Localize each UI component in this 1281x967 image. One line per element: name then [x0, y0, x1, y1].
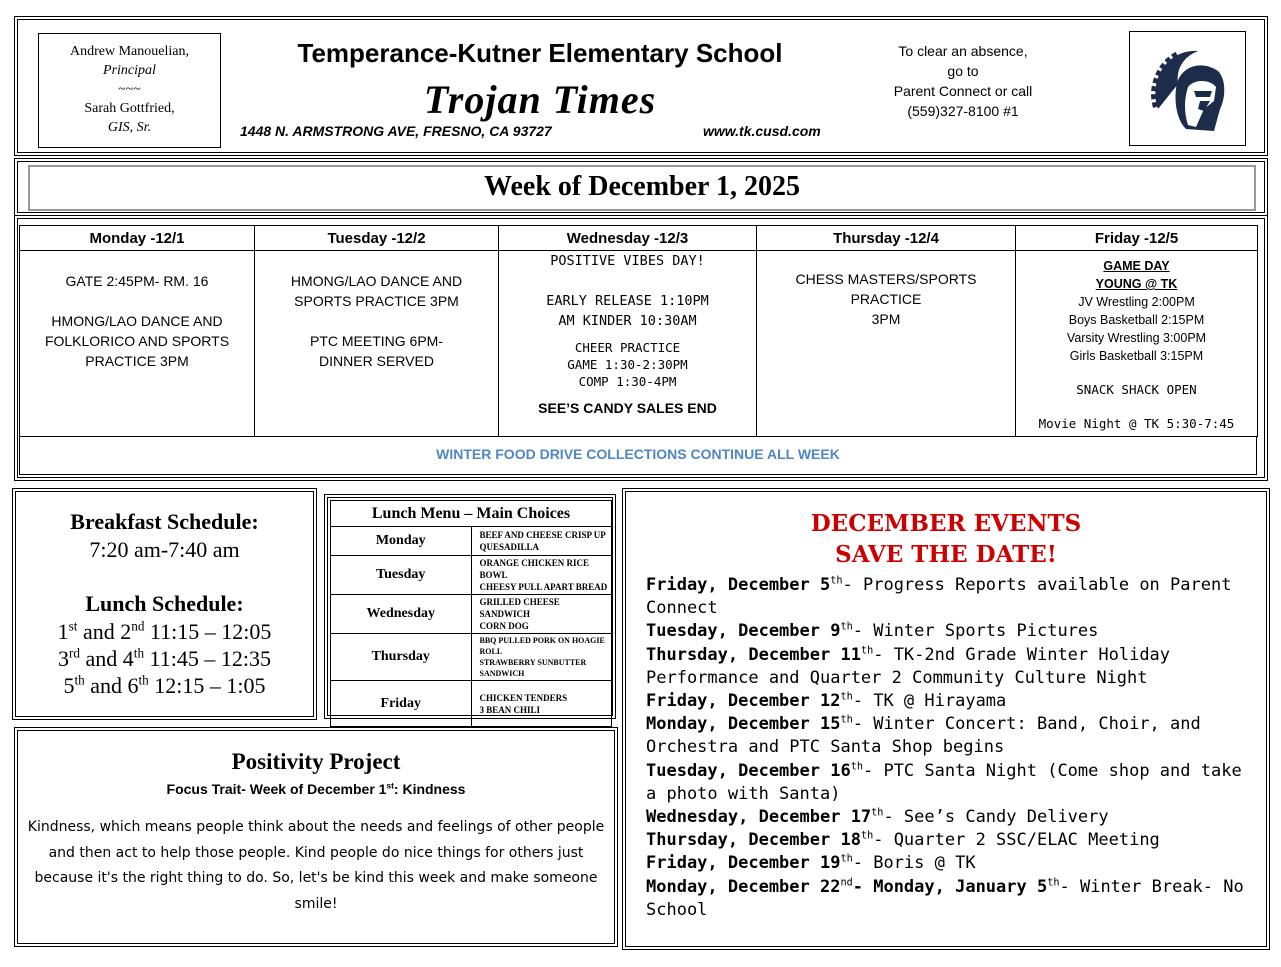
event-desc: - TK-2nd Grade Winter Holiday Performance and Quarter 2 Community Culture Night — [646, 644, 1171, 688]
positivity-title: Positivity Project — [231, 749, 401, 774]
event-item — [646, 760, 1248, 806]
ordinal: th — [138, 672, 149, 688]
absence-line: go to — [947, 63, 979, 79]
event-desc: - Quarter 2 SSC/ELAC Meeting — [873, 830, 1160, 851]
monday-events — [20, 251, 255, 437]
ordinal: th — [840, 621, 853, 633]
event-line: HMONG/LAO DANCE AND — [51, 313, 223, 329]
event-date: Tuesday, December 9 — [646, 621, 841, 642]
staff-separator: ~~~ — [118, 82, 141, 97]
menu-items — [471, 527, 612, 556]
absence-line: Parent Connect or call — [893, 83, 1033, 99]
event-item — [646, 713, 1248, 759]
december-events — [622, 488, 1270, 950]
menu-items — [471, 595, 612, 634]
event-date: - Monday, January 5 — [852, 876, 1048, 897]
event-desc: - PTC Santa Night (Come shop and take a photo with Santa) — [646, 760, 1242, 804]
event-line: YOUNG @ TK — [1095, 277, 1178, 291]
menu-item: ORANGE CHICKEN RICE BOWL — [479, 558, 590, 580]
absence-phone: (559)327-8100 #1 — [907, 103, 1019, 119]
ordinal: rd — [69, 645, 81, 661]
event-line: PRACTICE 3PM — [85, 353, 189, 369]
menu-item: CORN DOG — [479, 621, 529, 631]
school-name: Temperance-Kutner Elementary School — [297, 38, 783, 68]
menu-item: BEEF AND CHEESE CRISP UP — [479, 530, 606, 540]
events-subtitle: SAVE THE DATE! — [835, 541, 1057, 568]
ordinal: th — [860, 644, 874, 656]
menu-items — [471, 556, 612, 595]
ordinal: th — [133, 645, 145, 661]
event-date: Friday, December 12 — [646, 691, 841, 712]
lunch-time: 11:15 – 12:05 — [144, 619, 272, 644]
grade: 1 — [57, 619, 69, 644]
lunch-menu-table — [330, 500, 612, 727]
event-line: GAME DAY — [1103, 259, 1170, 273]
menu-item: 3 BEAN CHILI — [479, 704, 541, 715]
event-item — [646, 852, 1248, 875]
lunch-label: Lunch Schedule: — [85, 591, 244, 616]
friday-events — [1016, 251, 1258, 437]
day-header-friday: Friday -12/5 — [1016, 226, 1258, 251]
grade: and 2 — [77, 619, 132, 644]
event-line: EARLY RELEASE 1:10PM — [546, 293, 709, 309]
grade: 5 — [63, 673, 75, 698]
tuesday-events — [255, 251, 499, 437]
menu-items — [471, 681, 612, 727]
positivity-project — [14, 727, 618, 947]
staff-box — [38, 33, 221, 148]
lunch-time-row — [16, 618, 313, 645]
ordinal: th — [840, 853, 853, 865]
event-line: Boys Basketball 2:15PM — [1068, 313, 1205, 327]
event-line: SEE’S CANDY SALES END — [538, 400, 717, 416]
event-line: DINNER SERVED — [319, 353, 434, 369]
menu-day: Thursday — [331, 634, 472, 681]
menu-item: GRILLED CHEESE SANDWICH — [479, 597, 560, 619]
focus-text: Focus Trait- Week of December 1 — [166, 781, 387, 797]
grade: 3 — [58, 646, 70, 671]
event-desc: - TK @ Hirayama — [852, 691, 1007, 712]
event-item — [646, 644, 1248, 690]
event-item — [646, 690, 1248, 713]
lunch-time: 12:15 – 1:05 — [148, 673, 266, 698]
ordinal: th — [860, 830, 874, 842]
positivity-body: Kindness, which means people think about the needs and feelings of other people and then act to help those people. Kind people do nice things for others just because it's the right thing to do. So, let's be kind this week and make someone smile! — [27, 819, 605, 912]
gis-name: Sarah Gottfried, — [84, 101, 175, 116]
events-list — [646, 574, 1248, 922]
event-item — [646, 620, 1248, 643]
event-date: Thursday, December 11 — [646, 644, 861, 665]
ordinal: st — [68, 618, 78, 634]
focus-text: : Kindness — [393, 781, 466, 797]
ordinal: th — [871, 807, 884, 819]
event-line: SPORTS PRACTICE 3PM — [294, 293, 459, 309]
events-title: DECEMBER EVENTS — [810, 510, 1082, 537]
event-line: Varsity Wrestling 3:00PM — [1066, 331, 1207, 345]
lunch-time: 11:45 – 12:35 — [144, 646, 271, 671]
event-line: COMP 1:30-4PM — [578, 374, 677, 389]
school-address: 1448 N. ARMSTRONG AVE, FRESNO, CA 93727 — [240, 123, 552, 139]
menu-item: CHICKEN TENDERS — [479, 692, 568, 703]
event-line: Girls Basketball 3:15PM — [1069, 349, 1204, 363]
event-line: CHESS MASTERS/SPORTS PRACTICE — [795, 271, 977, 307]
day-header-monday: Monday -12/1 — [20, 226, 255, 251]
lunch-menu-title: Lunch Menu – Main Choices — [331, 501, 612, 527]
event-desc: - Winter Sports Pictures — [852, 621, 1099, 642]
week-title: Week of December 1, 2025 — [28, 165, 1256, 211]
ordinal: th — [850, 760, 863, 772]
ordinal: th — [1047, 876, 1060, 888]
day-header-wednesday: Wednesday -12/3 — [499, 226, 757, 251]
event-item — [646, 806, 1248, 829]
ordinal: th — [74, 672, 85, 688]
event-desc: - See’s Candy Delivery — [883, 807, 1109, 828]
day-header-tuesday: Tuesday -12/2 — [255, 226, 499, 251]
event-line: JV Wrestling 2:00PM — [1078, 295, 1195, 309]
menu-items — [471, 634, 612, 681]
event-item — [646, 876, 1248, 922]
school-website-link[interactable]: www.tk.cusd.com — [703, 123, 821, 139]
ordinal: nd — [131, 618, 145, 634]
gis-title: GIS, Sr. — [107, 120, 152, 135]
ordinal: nd — [840, 876, 853, 888]
menu-day: Friday — [331, 681, 472, 727]
menu-item: QUESADILLA — [479, 542, 540, 552]
event-date: Friday, December 5 — [646, 575, 831, 595]
event-date: Wednesday, December 17 — [646, 807, 872, 828]
menu-day: Monday — [331, 527, 472, 556]
ordinal: th — [840, 691, 853, 703]
breakfast-time: 7:20 am-7:40 am — [89, 537, 240, 562]
food-drive-banner: WINTER FOOD DRIVE COLLECTIONS CONTINUE ALL WEEK — [19, 437, 1257, 475]
ordinal: th — [830, 575, 843, 587]
menu-item: ROLL — [479, 647, 503, 656]
meal-schedule — [12, 488, 317, 720]
event-date: Tuesday, December 16 — [646, 760, 851, 781]
lunch-time-row — [16, 672, 313, 699]
event-item — [646, 574, 1248, 620]
absence-line: To clear an absence, — [898, 43, 1028, 59]
thursday-events — [757, 251, 1016, 437]
lunch-time-row — [16, 645, 313, 672]
event-date: Thursday, December 18 — [646, 830, 861, 851]
event-line: SNACK SHACK OPEN — [1076, 382, 1197, 397]
weekly-schedule-table — [19, 225, 1258, 437]
menu-item: SANDWICH — [479, 669, 525, 678]
grade: and 6 — [84, 673, 139, 698]
principal-name: Andrew Manouelian, — [70, 44, 189, 59]
day-header-thursday: Thursday -12/4 — [757, 226, 1016, 251]
newsletter-title: Trojan Times — [423, 77, 657, 122]
event-line: PTC MEETING 6PM- — [309, 333, 443, 349]
ordinal: th — [840, 714, 853, 726]
grade: and 4 — [80, 646, 134, 671]
breakfast-label: Breakfast Schedule: — [70, 509, 259, 534]
event-line: POSITIVE VIBES DAY! — [550, 253, 705, 269]
trojan-logo — [1129, 31, 1246, 146]
event-desc: - Winter Concert: Band, Choir, and Orchestra and PTC Santa Shop begins — [646, 714, 1201, 758]
trojan-helmet-icon — [1138, 39, 1238, 139]
event-line: GATE 2:45PM- RM. 16 — [65, 273, 209, 289]
event-line: HMONG/LAO DANCE AND — [290, 273, 463, 289]
event-date: Monday, December 15 — [646, 714, 841, 735]
event-item — [646, 829, 1248, 852]
event-date: Friday, December 19 — [646, 853, 841, 874]
event-desc: - Winter Break- No School — [646, 876, 1244, 920]
menu-item: BBQ PULLED PORK ON HOAGIE — [479, 636, 605, 645]
menu-day: Tuesday — [331, 556, 472, 595]
event-line: AM KINDER 10:30AM — [558, 313, 697, 329]
event-line: FOLKLORICO AND SPORTS — [44, 333, 230, 349]
principal-title: Principal — [103, 63, 156, 78]
menu-day: Wednesday — [331, 595, 472, 634]
event-line: CHEER PRACTICE — [574, 340, 681, 355]
event-desc: - Boris @ TK — [852, 853, 976, 874]
ordinal: st — [386, 780, 394, 791]
event-line: 3PM — [871, 311, 901, 327]
event-line: Movie Night @ TK 5:30-7:45 — [1038, 416, 1235, 431]
wednesday-events — [499, 251, 757, 437]
event-line: GAME 1:30-2:30PM — [567, 357, 688, 372]
menu-item: CHEESY PULL APART BREAD — [479, 582, 608, 592]
menu-item: STRAWBERRY SUNBUTTER — [479, 658, 587, 667]
focus-trait — [18, 781, 614, 797]
event-date: Monday, December 22 — [646, 876, 841, 897]
absence-info — [870, 41, 1056, 121]
event-desc: - Progress Reports available on Parent Connect — [646, 575, 1232, 619]
